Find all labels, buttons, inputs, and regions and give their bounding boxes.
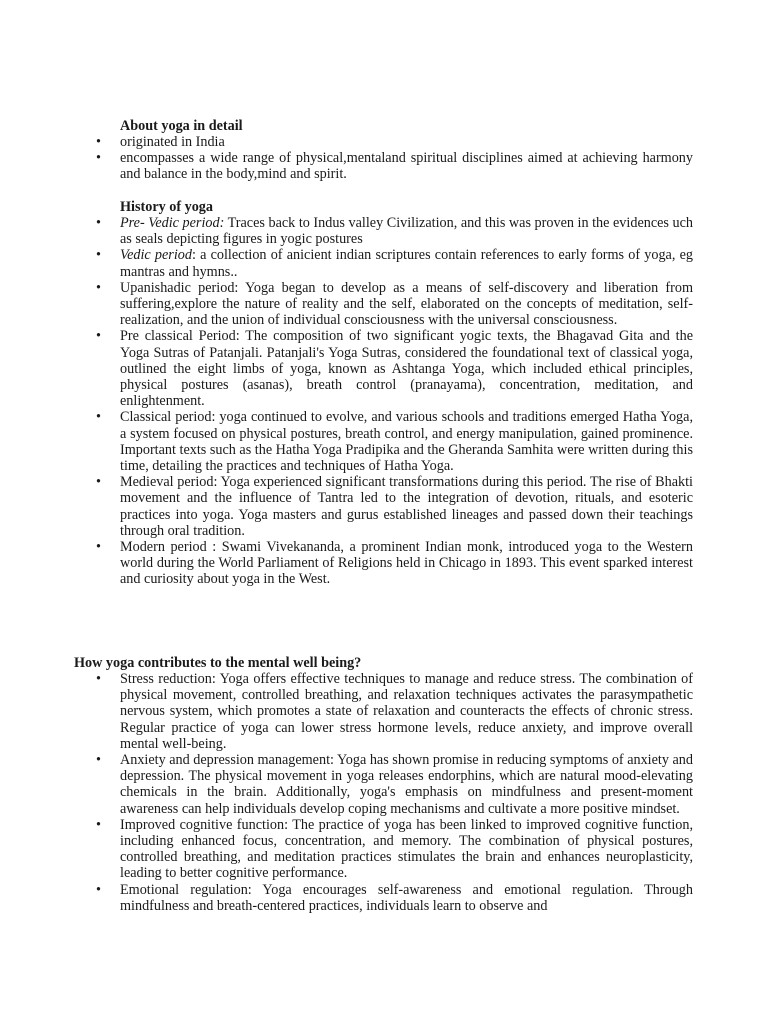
list-item xyxy=(96,409,693,474)
list-item-text: Modern period : Swami Vivekananda, a prominent Indian monk, introduced yoga to the Western world during the World Parliament of Religions held in Chicago in 1893. This event sparked interest and curiosity about yoga in the West. xyxy=(120,539,693,588)
section-heading-about-yoga: About yoga in detail xyxy=(120,118,243,134)
list-item-text: Upanishadic period: Yoga began to develop as a means of self-discovery and liberation from suffering,explore the nature of reality and the self, elaborated on the concepts of meditation, self-realization, and the union of individual consciousness with the universal consciousness. xyxy=(120,279,693,329)
list-item-text: Traces back to Indus valley Civilization, and this was proven in the evidences uch as seals depicting figures in yogic postures xyxy=(120,215,693,248)
list-item xyxy=(96,752,693,817)
list-item xyxy=(96,882,693,914)
list-item-text: Medieval period: Yoga experienced significant transformations during this period. The rise of Bhakti movement and the influence of Tantra led to the integration of devotion, rituals, and esoteric practices into yoga. Yoga masters and gurus established lineages and passed down their teachings through oral tradition. xyxy=(120,474,693,539)
list-item xyxy=(96,671,693,752)
list-item xyxy=(96,539,693,588)
list-item-text: originated in India xyxy=(120,134,225,150)
list-item xyxy=(96,328,693,409)
list-item xyxy=(96,474,693,539)
about-yoga-list xyxy=(96,134,693,183)
list-item-lead: Pre- Vedic period: xyxy=(120,215,225,231)
list-item-text: Emotional regulation: Yoga encourages self-awareness and emotional regulation. Through mindfulness and breath-centered practices, individuals learn to observe and xyxy=(120,881,693,914)
history-list xyxy=(96,215,693,588)
list-item xyxy=(96,247,693,279)
list-item xyxy=(96,280,693,329)
section-heading-history: History of yoga xyxy=(120,199,213,215)
list-item-text: Pre classical Period: The composition of two significant yogic texts, the Bhagavad Gita and the Yoga Sutras of Patanjali. Patanjali's Yoga Sutras, considered the foundational text of classical yoga, outlined the eight limbs of yoga, known as Ashtanga Yoga, which included ethical principles, physical postures (asanas), breath control (pranayama), concentration, meditation, and enlightenment. xyxy=(120,328,693,410)
list-item xyxy=(96,150,693,182)
mental-wellbeing-list xyxy=(96,671,693,914)
list-item xyxy=(96,215,693,247)
list-item-text: Stress reduction: Yoga offers effective techniques to manage and reduce stress. The combination of physical movement, controlled breathing, and relaxation techniques activates the parasympathetic nervous system, which promotes a state of relaxation and counteracts the effects of chronic stress. Regular practice of yoga can lower stress hormone levels, reduce anxiety, and improve overall mental well-being. xyxy=(120,671,693,752)
list-item-text: : a collection of anicient indian scriptures contain references to early forms of yoga, eg mantras and hymns.. xyxy=(120,247,693,280)
list-item-text: Improved cognitive function: The practice of yoga has been linked to improved cognitive function, including enhanced focus, concentration, and memory. The combination of physical postures, controlled breathing, and meditation practices stimulates the brain and enhances neuroplasticity, leading to better cognitive performance. xyxy=(120,816,693,882)
list-item-text: Classical period: yoga continued to evolve, and various schools and traditions emerged Hatha Yoga, a system focused on physical postures, breath control, and energy manipulation, gained prominence. Important texts such as the Hatha Yoga Pradipika and the Gheranda Samhita were written during this time, detailing the practices and techniques of Hatha Yoga. xyxy=(120,409,693,475)
list-item xyxy=(96,134,693,150)
list-item-text: encompasses a wide range of physical,mentaland spiritual disciplines aimed at achieving harmony and balance in the body,mind and spirit. xyxy=(120,150,693,183)
list-item xyxy=(96,817,693,882)
section-heading-mental-wellbeing: How yoga contributes to the mental well being? xyxy=(74,655,362,671)
list-item-text: Anxiety and depression management: Yoga has shown promise in reducing symptoms of anxiety and depression. The physical movement in yoga releases endorphins, which are natural mood-elevating chemicals in the brain. Additionally, yoga's emphasis on mindfulness and present-moment awareness can help individuals develop coping mechanisms and cultivate a more positive mindset. xyxy=(120,752,693,817)
list-item-lead: Vedic period xyxy=(120,247,192,264)
